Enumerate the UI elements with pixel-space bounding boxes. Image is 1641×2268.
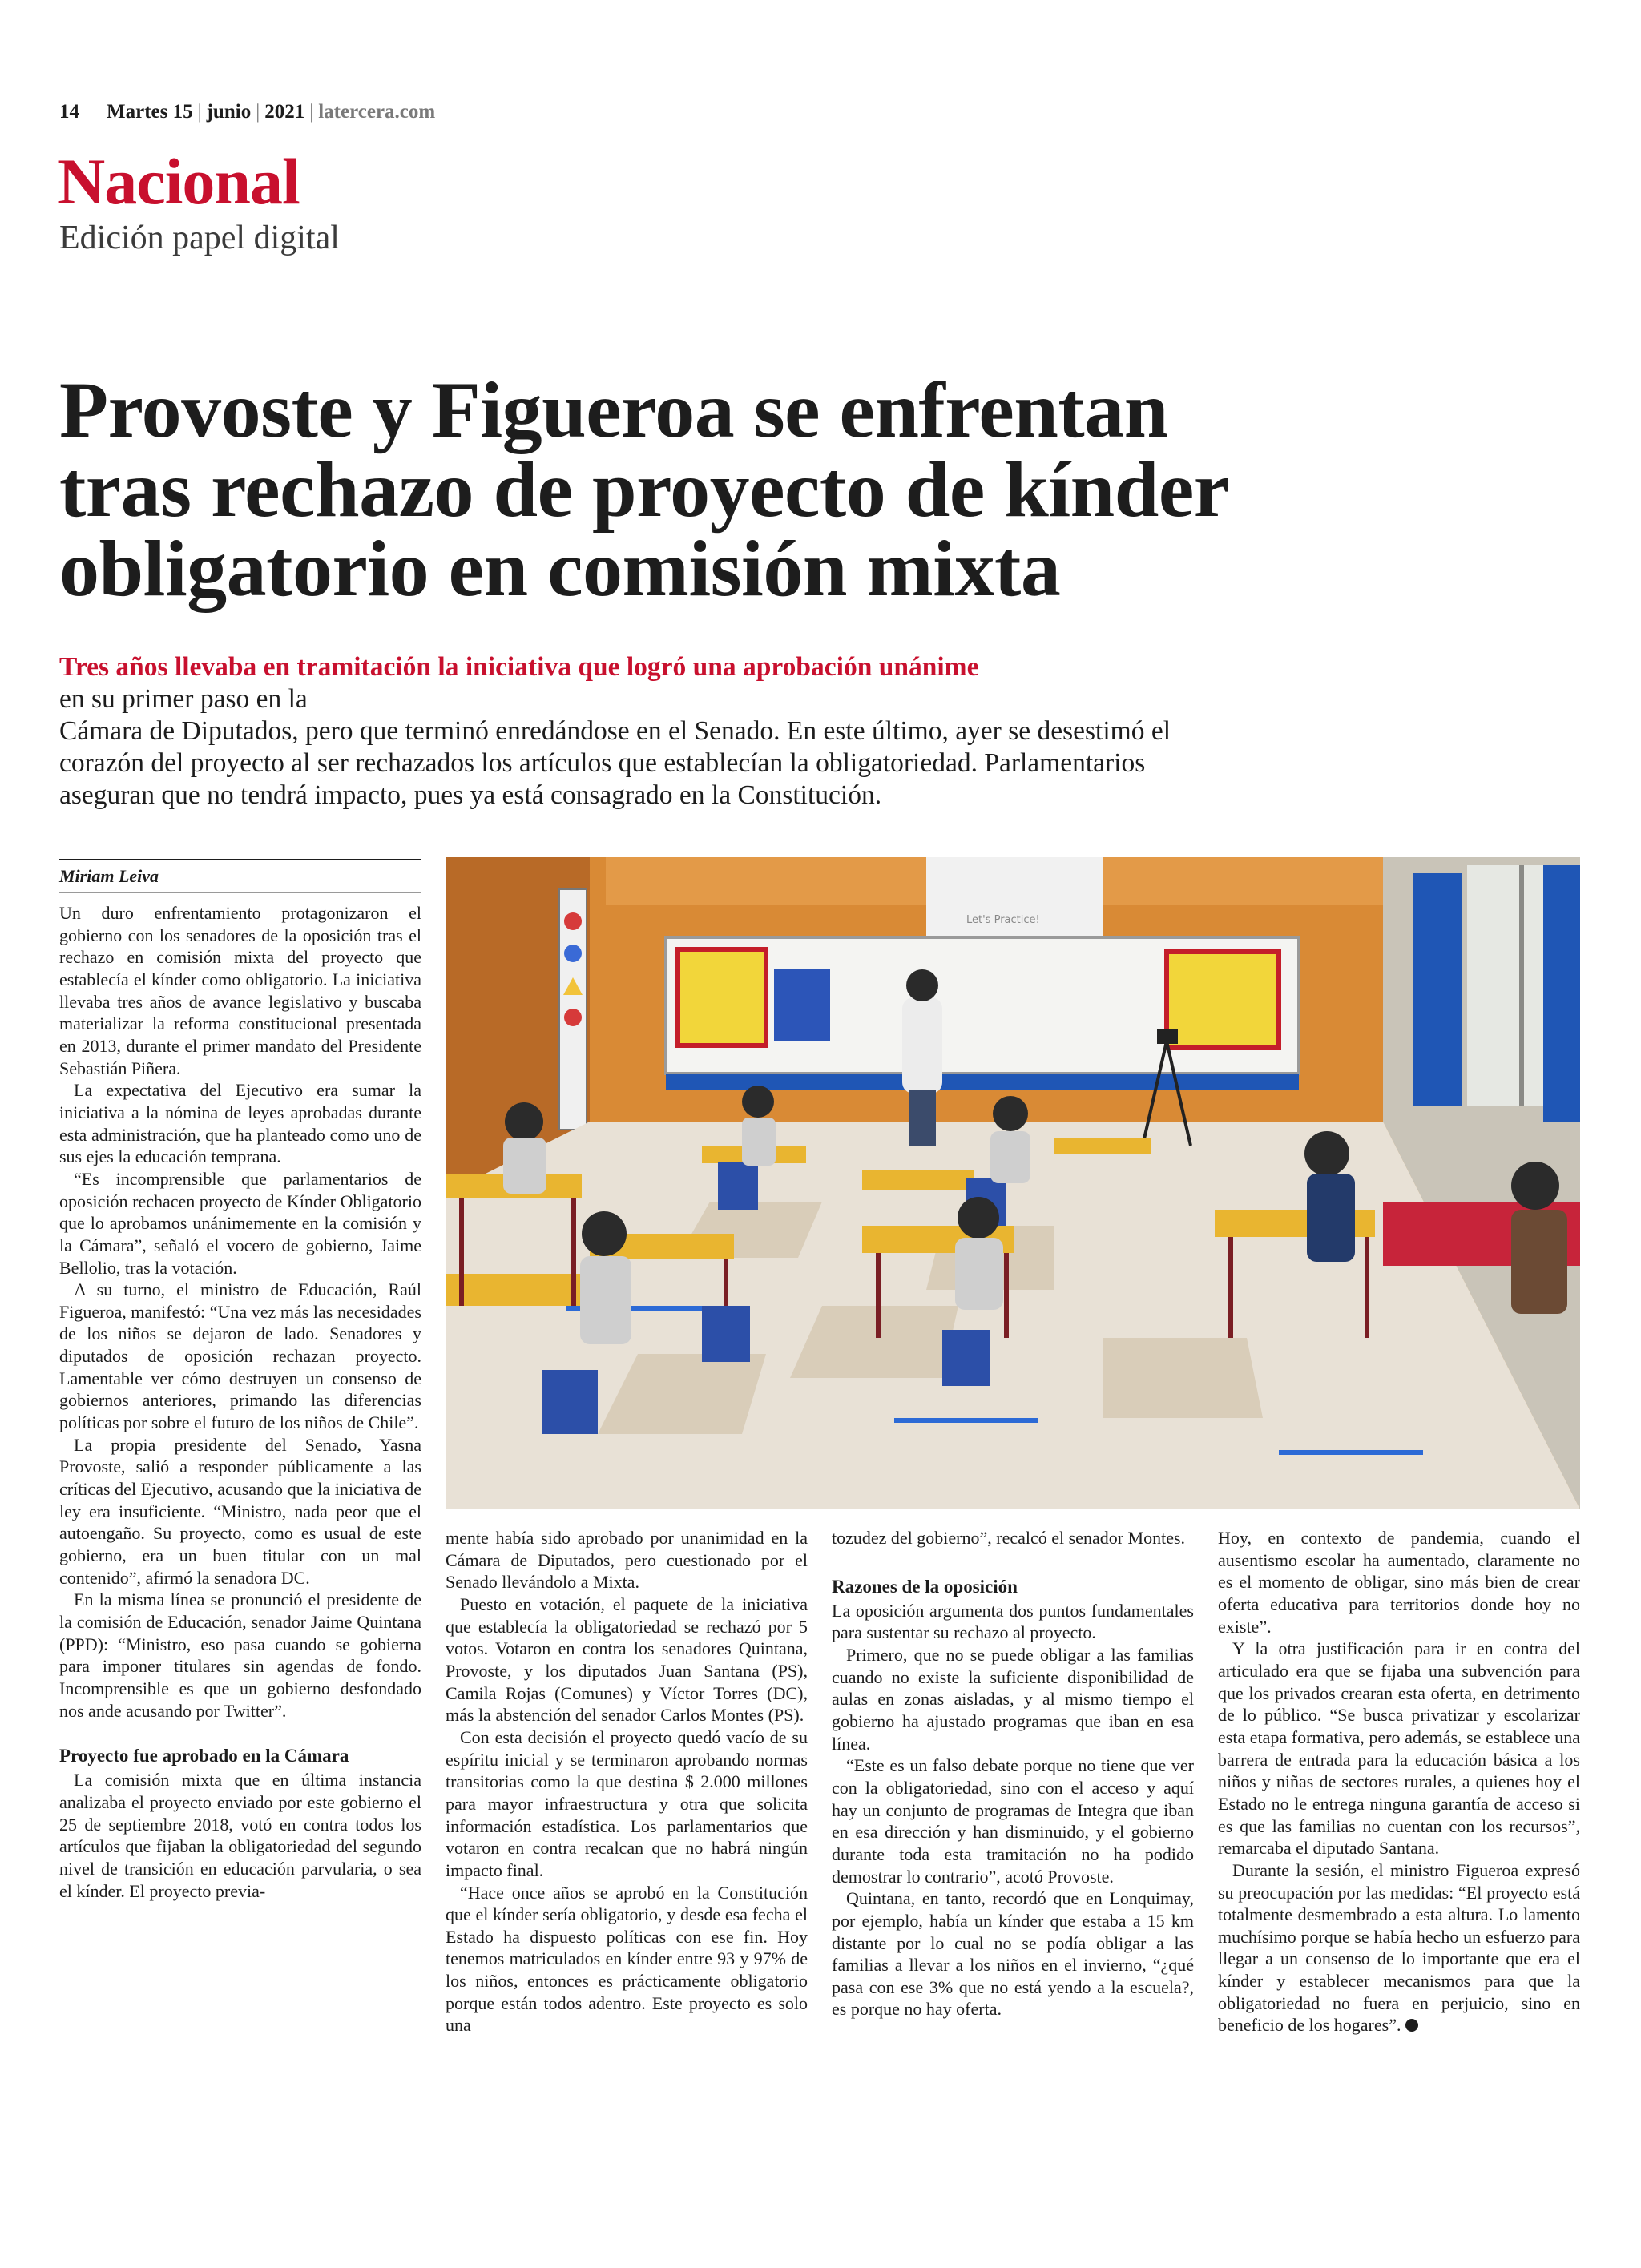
folio-separator: | <box>309 101 314 123</box>
paragraph: En la misma línea se pronunció el presidente de la comisión de Educación, senador Jaime Quintana (PPD): “Ministro, eso pasa cuando se gobierna para imponer titulares sin agendas de fondo. Incomprensible es que un gobierno desfondado nos ande acusando por Twitter”. <box>59 1589 421 1721</box>
lede-line <box>59 651 1582 715</box>
paragraph: La propia presidente del Senado, Yasna Provoste, salió a responder públicamente a las críticas del Ejecutivo, acusando que la iniciativa de ley era insuficiente. “Ministro, nada peor que el autoengaño. Su proyecto, como es usual de este gobierno, era un buen titular con un mal contenido”, afirmó la senadora DC. <box>59 1434 421 1588</box>
paragraph: Y la otra justificación para ir en contra del articulado era que se fijaba una subvención para que los privados crearan esta oferta, en detrimento de lo público. “Se busca privatizar y escolarizar esta etapa formativa, pero además, se establece una barrera de entrada para la educación básica a los niños y niñas de sectores rurales, a quienes hoy el Estado no le entrega ninguna garantía de acceso si es que las familias no cuentan con los recursos”, remarcaba el diputado Santana. <box>1218 1638 1580 1859</box>
paragraph: Primero, que no se puede obligar a las familias cuando no existe la suficiente disponibilidad de aulas en zonas aisladas, y al mismo tiempo el gobierno ha ajustado programas que iban en esa línea. <box>832 1644 1194 1754</box>
headline-line: obligatorio en comisión mixta <box>59 524 1061 613</box>
article-column-3 <box>832 1527 1194 2020</box>
folio <box>59 101 435 123</box>
end-mark-icon <box>1405 2019 1418 2032</box>
paragraph: “Es incomprensible que parlamentarios de oposición rechacen proyecto de Kínder Obligatorio que lo aprobamos unánimemente en la comisión y la Cámara”, señaló el vocero de gobierno, Jaime Bellolio, tras la votación. <box>59 1168 421 1278</box>
folio-month: junio <box>206 101 252 123</box>
lede-line: Cámara de Diputados, pero que terminó enredándose en el Senado. En este último, ayer se desestimó el <box>59 716 1171 746</box>
paragraph: Un duro enfrentamiento protagonizaron el gobierno con los senadores de la oposición tras el rechazo en comisión mixta del proyecto que establecía el kínder como obligatorio. La iniciativa llevaba tres años de avance legislativo y buscaba materializar la reforma constitucional presentada en 2013, durante el primer mandato del Presidente Sebastián Piñera. <box>59 903 421 1078</box>
paragraph: A su turno, el ministro de Educación, Raúl Figueroa, manifestó: “Una vez más las necesidades de los niños se dejaron de lado. Senadores y diputados de oposición rechazan proyecto. Lamentable ver cómo destruyen un consenso de gobiernos anteriores, primando las diferencias políticas por sobre el futuro de los niños de Chile”. <box>59 1279 421 1433</box>
subhead: Proyecto fue aprobado en la Cámara <box>59 1746 349 1766</box>
paragraph: Quintana, en tanto, recordó que en Lonquimay, por ejemplo, había un kínder que estaba a 15 km distante por lo cual no se podía obligar a las familias a llevar a los niños en el invierno, “¿qué pasa con ese 3% que no está yendo a la escuela?, es porque no hay oferta. <box>832 1888 1194 2020</box>
article-column-4 <box>1218 1527 1580 2036</box>
headline-line: tras rechazo de proyecto de kínder <box>59 445 1229 534</box>
headline <box>59 365 1582 613</box>
article-photo <box>446 857 1580 1509</box>
byline-rule <box>59 892 421 893</box>
paragraph: “Hace once años se aprobó en la Constitución que el kínder sería obligatorio, y desde esa fecha el Estado ha dispuesto políticas con ese fin. Hoy tenemos matriculados en kínder entre 93 y 97% de los niños, entonces es prácticamente obligatorio porque están todos adentro. Este proyecto es solo una <box>446 1882 808 2036</box>
classroom-photo <box>446 857 1580 1509</box>
paragraph <box>1218 1859 1580 2036</box>
paragraph: mente había sido aprobado por unanimidad en la Cámara de Diputados, pero cuestionado por el Senado llevándolo a Mixta. <box>446 1528 808 1593</box>
paragraph: La comisión mixta que en última instancia analizaba el proyecto enviado por este gobierno el 25 de septiembre 2018, votó en contra todos los artículos que fijaban la obligatoriedad del segundo nivel de transición en educación parvularia, o sea el kínder. El proyecto previa- <box>59 1770 421 1901</box>
folio-separator: | <box>197 101 202 123</box>
folio-separator: | <box>256 101 260 123</box>
paragraph: “Este es un falso debate porque no tiene que ver con la obligatoriedad, sino con el acceso y aquí hay un conjunto de programas de Integra que iban en esa dirección y han disminuido, y el gobierno durante toda esta tramitación no ha podido demostrar lo contrario”, acotó Provoste. <box>832 1755 1194 1887</box>
lede-highlight: Tres años llevaba en tramitación la iniciativa que logró una aprobación unánime <box>59 652 979 682</box>
folio-site: latercera.com <box>318 101 436 123</box>
paragraph: Puesto en votación, el paquete de la iniciativa que establecía la obligatoriedad se rechazó por 5 votos. Votaron en contra los senadores Quintana, Provoste, y los diputados Juan Santana (PS), Camila Rojas (Comunes) y Víctor Torres (DC), más la abstención del senador Carlos Montes (PS). <box>446 1593 808 1726</box>
paragraph: Con esta decisión el proyecto quedó vacío de su espíritu inicial y se terminaron aprobando normas transitorias como la que destina $ 2.000 millones para mayor infraestructura y otra que solicita información estadística. Los parlamentarios que votaron en contra recalcan que no habrá ningún impacto final. <box>446 1726 808 1880</box>
lede-line: corazón del proyecto al ser rechazados los artículos que establecían la obligatoriedad. Parlamentarios <box>59 748 1146 778</box>
headline-line: Provoste y Figueroa se enfrentan <box>59 365 1168 454</box>
paragraph-text: Durante la sesión, el ministro Figueroa expresó su preocupación por las medidas: “El proyecto está totalmente desmembrado a esta altura. Lo lamento muchísimo porque se había hecho un esfuerzo para llegar a un consenso de lo importante que era el kínder y establecer mecanismos para que la obligatoriedad no fuera en perjuicio, sino en beneficio de los hogares”. <box>1218 1859 1580 2036</box>
lede <box>59 651 1582 812</box>
lede-line: aseguran que no tendrá impacto, pues ya está consagrado en la Constitución. <box>59 780 882 810</box>
folio-year: 2021 <box>264 101 305 123</box>
board-text: Let's Practice! <box>966 914 1040 926</box>
paragraph: tozudez del gobierno”, recalcó el senador Montes. <box>832 1528 1186 1548</box>
byline: Miriam Leiva <box>59 859 421 887</box>
subhead: Razones de la oposición <box>832 1576 1018 1597</box>
section-subtitle: Edición papel digital <box>59 220 340 256</box>
lede-line1-rest: en su primer paso en la <box>59 684 308 714</box>
folio-day: Martes 15 <box>107 101 193 123</box>
paragraph: La expectativa del Ejecutivo era sumar la iniciativa a la nómina de leyes aprobadas durante esta administración, que ha planteado como uno de sus ejes la educación temprana. <box>59 1080 421 1167</box>
section-name: Nacional <box>58 145 300 218</box>
paragraph: La oposición argumenta dos puntos fundamentales para sustentar su rechazo al proyecto. <box>832 1600 1194 1643</box>
paragraph: Hoy, en contexto de pandemia, cuando el ausentismo escolar ha aumentado, claramente no es el momento de obligar, sino más bien de crear oferta educativa para territorios donde hoy no existe”. <box>1218 1528 1580 1637</box>
article-column-1 <box>59 902 421 1902</box>
page-number: 14 <box>59 101 79 123</box>
article-column-2 <box>446 1527 808 2036</box>
